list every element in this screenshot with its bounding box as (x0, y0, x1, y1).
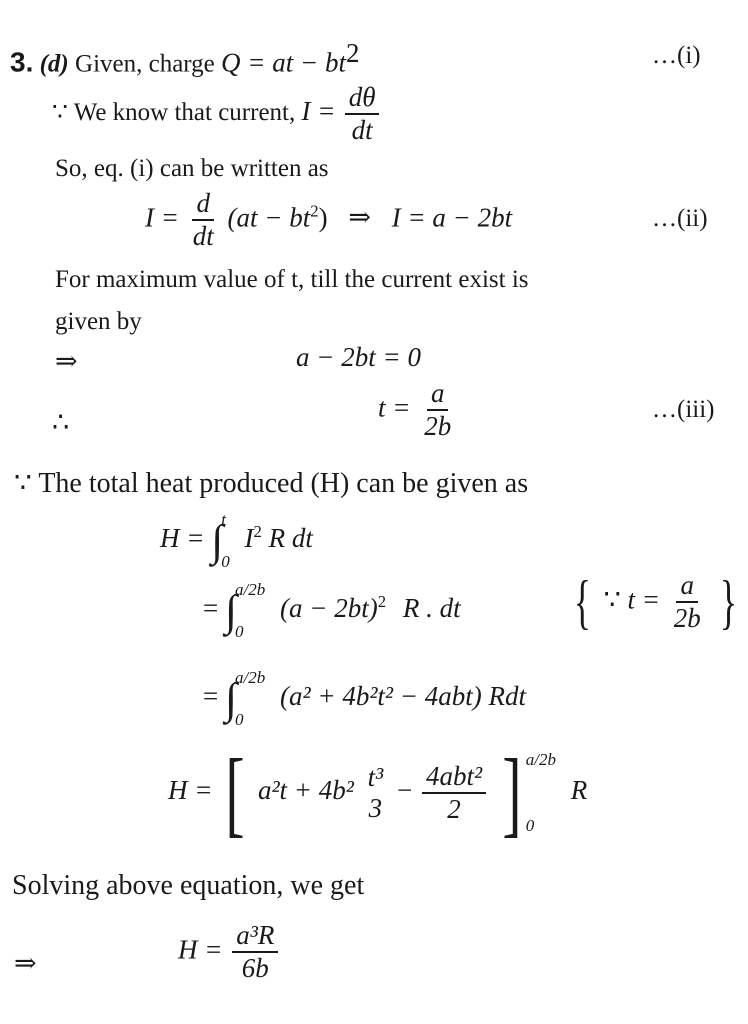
charge-exponent: 2 (345, 38, 360, 68)
h1-exp: 2 (253, 522, 262, 542)
h1-upper: t (221, 510, 227, 529)
eq2-paren: (at − bt (227, 202, 311, 233)
equation-ii (145, 188, 512, 252)
solving-text: Solving above equation, we get (12, 870, 365, 901)
h2-upper: a/2b (235, 580, 266, 599)
integral-sign: ∫ (224, 674, 238, 723)
heat-integral-1 (160, 510, 313, 572)
eq-ref-iii: …(iii) (652, 396, 715, 423)
h3-eq: = (203, 681, 219, 712)
equation-iii (378, 378, 458, 442)
h4-limits (526, 750, 556, 836)
h4-lower: 0 (525, 816, 535, 835)
eq3-lhs: t = (378, 392, 411, 423)
note-den: 2b (673, 603, 701, 634)
final-num: a³R (232, 920, 278, 953)
problem-number: 3. (10, 46, 34, 78)
note-since: ∵ (603, 584, 621, 615)
final-arrow: ⇒ (14, 948, 37, 978)
h2-limits (235, 580, 265, 642)
so-line: So, eq. (i) can be written as (55, 155, 329, 182)
problem-statement (10, 38, 359, 78)
h4-term1: a²t + 4b² (257, 775, 354, 806)
eq-ref-i: …(i) (652, 42, 701, 69)
charge-equation: Q = at − bt (221, 47, 346, 78)
h2-lower: 0 (235, 622, 244, 641)
eq2-exp: 2 (310, 201, 319, 221)
since-symbol: ∵ (52, 98, 68, 126)
max-text-1: For maximum value of t, till the current exist is (55, 266, 529, 293)
eq2-close: ) (318, 202, 328, 233)
integral-sign: ∫ (211, 516, 224, 565)
current-definition (52, 82, 382, 146)
current-den: dt (351, 115, 373, 146)
h4-f2-den: 2 (447, 794, 461, 824)
left-bracket: [ (225, 739, 245, 846)
answer-option: (d) (39, 50, 69, 78)
implies-arrow: ⇒ (348, 202, 371, 233)
eq3-fraction (420, 378, 455, 442)
current-fraction (345, 82, 380, 146)
eq2-lhs: I = (145, 202, 179, 233)
h2-eq: = (203, 593, 219, 624)
h2-exp: 2 (377, 592, 387, 612)
eq2-num: d (192, 188, 214, 221)
h4-fraction-1 (364, 762, 388, 824)
therefore-symbol: ∴ (52, 407, 70, 437)
h4-f1-den: 3 (368, 793, 383, 823)
h1-integrand: I (244, 523, 254, 554)
h4-f2-num: 4abt² (422, 761, 486, 794)
final-den: 6b (241, 953, 269, 984)
h4-fraction-2 (422, 761, 486, 825)
current-text: We know that current, (73, 98, 296, 126)
zero-arrow: ⇒ (55, 346, 78, 376)
heat-evaluated (168, 739, 588, 846)
eq2-derivative (189, 188, 218, 252)
heat-integral-3 (203, 668, 526, 730)
current-num: dθ (345, 82, 380, 115)
integral-sign: ∫ (224, 586, 238, 635)
right-brace: } (720, 569, 738, 636)
heat-since: ∵ (14, 468, 32, 499)
zero-equation: a − 2bt = 0 (296, 342, 421, 372)
h3-limits (235, 668, 265, 730)
note-num: a (676, 570, 698, 603)
current-lhs: I = (301, 95, 336, 126)
final-fraction (232, 920, 278, 984)
h3-upper: a/2b (235, 668, 266, 687)
heat-text: The total heat produced (H) can be given as (38, 468, 529, 499)
note-fraction (670, 570, 705, 634)
note-lhs: t = (627, 584, 660, 615)
h1-rest: R dt (268, 523, 313, 554)
right-bracket: ] (502, 739, 522, 846)
h1-lhs: H = (160, 523, 205, 554)
eq3-num: a (427, 378, 449, 411)
h4-lhs: H = (168, 775, 213, 806)
h3-lower: 0 (235, 710, 244, 729)
h4-minus: − (396, 775, 413, 806)
h3-integrand: (a² + 4b²t² − 4abt) Rdt (280, 681, 526, 712)
max-text-2: given by (55, 308, 142, 335)
heat-integral-2 (203, 580, 461, 642)
eq-ref-ii: …(ii) (652, 205, 708, 232)
final-lhs: H = (178, 934, 223, 965)
left-brace: { (573, 569, 592, 636)
h4-tail: R (570, 775, 588, 806)
eq2-den: dt (192, 221, 214, 252)
final-result (178, 920, 281, 984)
given-text: Given, charge (75, 50, 215, 78)
h1-lower: 0 (221, 552, 230, 571)
h4-upper: a/2b (525, 750, 557, 769)
substitution-note (568, 570, 743, 634)
heat-line (14, 466, 528, 500)
eq2-result: I = a − 2bt (391, 202, 513, 233)
eq3-den: 2b (424, 411, 452, 442)
h2-integrand: (a − 2bt) (280, 593, 378, 624)
h2-rest: R . dt (402, 593, 461, 624)
h4-f1-num: t³ (367, 761, 384, 792)
